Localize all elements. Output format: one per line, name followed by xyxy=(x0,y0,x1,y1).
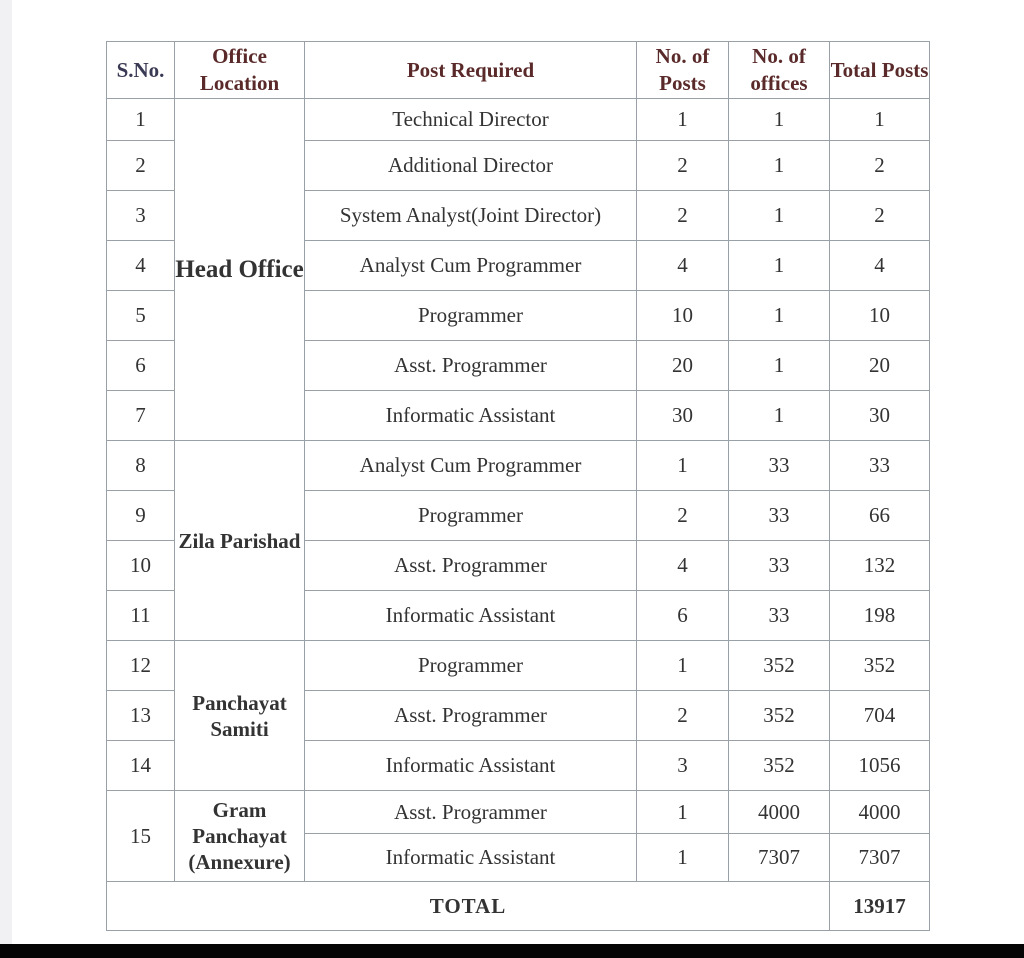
cell-offices: 1 xyxy=(729,241,830,291)
header-posts: No. of Posts xyxy=(637,42,729,99)
cell-offices: 1 xyxy=(729,391,830,441)
bottom-bar xyxy=(0,944,1024,958)
cell-sno: 1 xyxy=(107,99,175,141)
cell-posts: 30 xyxy=(637,391,729,441)
cell-post: Asst. Programmer xyxy=(305,791,637,834)
cell-posts: 2 xyxy=(637,191,729,241)
location-gram-panchayat: Gram Panchayat (Annexure) xyxy=(175,791,305,882)
cell-post: Asst. Programmer xyxy=(305,691,637,741)
cell-offices: 1 xyxy=(729,291,830,341)
cell-posts: 2 xyxy=(637,691,729,741)
cell-post: Analyst Cum Programmer xyxy=(305,241,637,291)
cell-offices: 33 xyxy=(729,491,830,541)
cell-posts: 6 xyxy=(637,591,729,641)
left-margin-strip xyxy=(0,0,12,944)
cell-total: 198 xyxy=(830,591,930,641)
cell-sno: 15 xyxy=(107,791,175,882)
cell-total: 4000 xyxy=(830,791,930,834)
cell-sno: 5 xyxy=(107,291,175,341)
cell-post: Informatic Assistant xyxy=(305,391,637,441)
table-row xyxy=(107,791,930,834)
cell-post: Programmer xyxy=(305,641,637,691)
cell-sno: 4 xyxy=(107,241,175,291)
location-zila-parishad: Zila Parishad xyxy=(175,441,305,641)
cell-offices: 352 xyxy=(729,641,830,691)
cell-total: 132 xyxy=(830,541,930,591)
header-row xyxy=(107,42,930,99)
cell-sno: 3 xyxy=(107,191,175,241)
cell-sno: 12 xyxy=(107,641,175,691)
cell-total: 30 xyxy=(830,391,930,441)
cell-offices: 1 xyxy=(729,141,830,191)
cell-post: Asst. Programmer xyxy=(305,541,637,591)
posts-table xyxy=(106,41,930,931)
cell-offices: 33 xyxy=(729,591,830,641)
cell-post: Analyst Cum Programmer xyxy=(305,441,637,491)
location-panchayat-samiti: Panchayat Samiti xyxy=(175,641,305,791)
cell-post: Informatic Assistant xyxy=(305,741,637,791)
cell-post: Programmer xyxy=(305,491,637,541)
cell-total: 20 xyxy=(830,341,930,391)
cell-posts: 1 xyxy=(637,441,729,491)
cell-total: 66 xyxy=(830,491,930,541)
cell-posts: 2 xyxy=(637,141,729,191)
cell-post: Informatic Assistant xyxy=(305,834,637,882)
cell-posts: 4 xyxy=(637,241,729,291)
cell-posts: 2 xyxy=(637,491,729,541)
cell-posts: 3 xyxy=(637,741,729,791)
cell-post: Asst. Programmer xyxy=(305,341,637,391)
cell-total: 2 xyxy=(830,141,930,191)
cell-offices: 352 xyxy=(729,691,830,741)
cell-offices: 1 xyxy=(729,341,830,391)
cell-post: Additional Director xyxy=(305,141,637,191)
header-sno: S.No. xyxy=(107,42,175,99)
cell-offices: 4000 xyxy=(729,791,830,834)
cell-total: 10 xyxy=(830,291,930,341)
cell-total: 704 xyxy=(830,691,930,741)
cell-posts: 1 xyxy=(637,834,729,882)
cell-offices: 33 xyxy=(729,441,830,491)
table-row xyxy=(107,99,930,141)
cell-post: Informatic Assistant xyxy=(305,591,637,641)
cell-total: 4 xyxy=(830,241,930,291)
cell-total: 2 xyxy=(830,191,930,241)
cell-total: 1 xyxy=(830,99,930,141)
table-row xyxy=(107,641,930,691)
cell-sno: 2 xyxy=(107,141,175,191)
cell-total: 1056 xyxy=(830,741,930,791)
location-head-office: Head Office xyxy=(175,99,305,441)
cell-post: System Analyst(Joint Director) xyxy=(305,191,637,241)
header-offices: No. of offices xyxy=(729,42,830,99)
cell-posts: 4 xyxy=(637,541,729,591)
cell-offices: 352 xyxy=(729,741,830,791)
cell-sno: 9 xyxy=(107,491,175,541)
cell-sno: 8 xyxy=(107,441,175,491)
cell-total: 33 xyxy=(830,441,930,491)
total-row xyxy=(107,882,930,931)
cell-posts: 1 xyxy=(637,99,729,141)
cell-total: 7307 xyxy=(830,834,930,882)
cell-offices: 7307 xyxy=(729,834,830,882)
total-label: TOTAL xyxy=(107,882,830,931)
cell-sno: 10 xyxy=(107,541,175,591)
total-value: 13917 xyxy=(830,882,930,931)
cell-total: 352 xyxy=(830,641,930,691)
cell-sno: 6 xyxy=(107,341,175,391)
cell-sno: 7 xyxy=(107,391,175,441)
table-row xyxy=(107,441,930,491)
cell-posts: 1 xyxy=(637,641,729,691)
header-location: Office Location xyxy=(175,42,305,99)
cell-offices: 1 xyxy=(729,99,830,141)
cell-post: Programmer xyxy=(305,291,637,341)
cell-offices: 33 xyxy=(729,541,830,591)
cell-sno: 11 xyxy=(107,591,175,641)
cell-offices: 1 xyxy=(729,191,830,241)
header-total: Total Posts xyxy=(830,42,930,99)
cell-sno: 13 xyxy=(107,691,175,741)
cell-sno: 14 xyxy=(107,741,175,791)
cell-posts: 20 xyxy=(637,341,729,391)
header-post: Post Required xyxy=(305,42,637,99)
cell-posts: 1 xyxy=(637,791,729,834)
cell-post: Technical Director xyxy=(305,99,637,141)
cell-posts: 10 xyxy=(637,291,729,341)
